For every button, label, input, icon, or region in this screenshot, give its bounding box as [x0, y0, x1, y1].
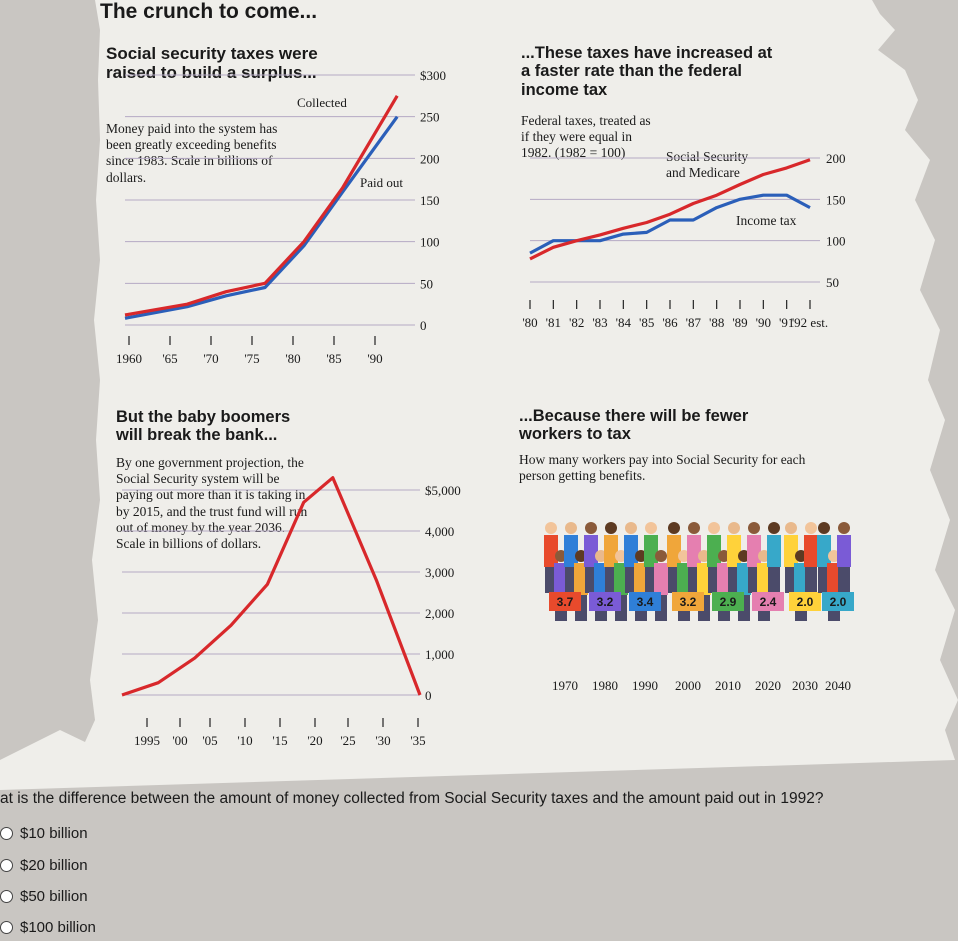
x-tick-label: '80	[522, 315, 538, 330]
workers-value-label: 2.9	[719, 595, 737, 609]
x-tick-label: '65	[162, 351, 178, 366]
y-tick-label: 100	[420, 234, 440, 250]
worker-icon	[768, 567, 780, 593]
x-tick-label: '92 est.	[791, 315, 829, 330]
worker-icon	[654, 563, 668, 595]
radio-button[interactable]	[0, 921, 13, 934]
y-tick-label: 0	[425, 688, 432, 703]
worker-icon	[708, 522, 720, 534]
x-tick-label: '80	[285, 351, 301, 366]
option-20-billion[interactable]	[0, 857, 88, 874]
paid-out-label: Paid out	[360, 175, 403, 190]
worker-icon	[565, 522, 577, 534]
option-label: $10 billion	[20, 825, 88, 842]
year-label: 1990	[632, 678, 658, 693]
y-tick-label: $300	[420, 68, 446, 83]
worker-icon	[544, 535, 558, 567]
x-tick-label: 1960	[116, 351, 142, 366]
year-label: 2010	[715, 678, 741, 693]
panel2-income-label: Income tax	[736, 213, 797, 228]
worker-icon	[818, 522, 830, 534]
y-tick-label: 250	[420, 109, 440, 125]
x-tick-label: '82	[568, 315, 585, 330]
panel2-body: Federal taxes, treated as if they were equal in 1982. (1982 = 100)	[521, 113, 651, 161]
worker-icon	[604, 535, 618, 567]
x-tick-label: 1995	[134, 733, 160, 748]
x-tick-label: '15	[272, 733, 288, 748]
worker-icon	[804, 535, 818, 567]
worker-icon	[688, 522, 700, 534]
panel3-body: By one government projection, the Social Security system will be paying out more than it is taking in by 2015, and the trust fund will run out of money by the year 2036. Scale in billions of dollars.	[116, 455, 308, 551]
year-label: 2020	[755, 678, 781, 693]
option-label: $100 billion	[20, 919, 96, 936]
panel4-body: How many workers pay into Social Security for each person getting benefits.	[519, 452, 806, 484]
radio-button[interactable]	[0, 827, 13, 840]
x-tick-label: '75	[244, 351, 260, 366]
worker-icon	[727, 535, 741, 567]
main-title: The crunch to come...	[100, 0, 318, 23]
x-tick-label: '91	[778, 315, 795, 330]
year-label: 2000	[675, 678, 701, 693]
x-tick-label: '85	[638, 315, 655, 330]
x-tick-label: '88	[708, 315, 725, 330]
collected-label: Collected	[297, 95, 347, 110]
worker-icon	[767, 535, 781, 567]
y-tick-label: 1,000	[425, 647, 455, 662]
y-tick-label: 200	[420, 151, 440, 167]
worker-icon	[644, 535, 658, 567]
year-label: 1980	[592, 678, 618, 693]
workers-value-label: 2.0	[796, 595, 814, 609]
worker-icon	[668, 522, 680, 534]
y-tick-label: 2,000	[425, 606, 455, 621]
x-tick-label: '90	[367, 351, 383, 366]
worker-icon	[768, 522, 780, 534]
worker-icon	[564, 535, 578, 567]
y-tick-label: 200	[826, 151, 846, 166]
y-tick-label: 4,000	[425, 524, 455, 539]
x-tick-label: '81	[545, 315, 562, 330]
worker-icon	[625, 522, 637, 534]
worker-icon	[785, 522, 797, 534]
workers-value-label: 3.4	[636, 595, 654, 609]
x-tick-label: '35	[410, 733, 426, 748]
y-tick-label: 0	[420, 318, 427, 333]
worker-icon	[838, 522, 850, 534]
worker-icon	[748, 522, 760, 534]
x-tick-label: '90	[755, 315, 772, 330]
workers-value-label: 3.2	[596, 595, 614, 609]
question-text: at is the difference between the amount of money collected from Social Security taxes and the amount paid out in 1992?	[0, 790, 824, 807]
option-label: $50 billion	[20, 888, 88, 905]
option-100-billion[interactable]	[0, 919, 96, 936]
worker-icon	[805, 567, 817, 593]
x-tick-label: '25	[340, 733, 356, 748]
x-tick-label: '83	[592, 315, 608, 330]
x-tick-label: '84	[615, 315, 632, 330]
x-tick-label: '20	[307, 733, 323, 748]
x-tick-label: '89	[732, 315, 748, 330]
worker-icon	[805, 522, 817, 534]
y-tick-label: 3,000	[425, 565, 455, 580]
y-tick-label: $5,000	[425, 483, 461, 498]
worker-icon	[784, 535, 798, 567]
x-tick-label: '05	[202, 733, 218, 748]
panel1-body: Money paid into the system has been greatly exceeding benefits since 1983. Scale in billions of dollars.	[106, 121, 278, 185]
worker-icon	[655, 550, 667, 562]
x-tick-label: '86	[662, 315, 678, 330]
y-tick-label: 150	[420, 193, 440, 208]
option-label: $20 billion	[20, 857, 88, 874]
worker-icon	[605, 522, 617, 534]
worker-icon	[667, 535, 681, 567]
worker-icon	[747, 535, 761, 567]
x-tick-label: '30	[375, 733, 391, 748]
x-tick-label: '87	[685, 315, 702, 330]
workers-value-label: 3.2	[679, 595, 697, 609]
radio-button[interactable]	[0, 859, 13, 872]
worker-icon	[624, 535, 638, 567]
worker-icon	[837, 535, 851, 567]
option-50-billion[interactable]	[0, 888, 88, 905]
panel1-heading: Social security taxes were raised to build a surplus...	[106, 44, 318, 83]
x-tick-label: '70	[203, 351, 219, 366]
y-tick-label: 100	[826, 233, 846, 249]
worker-icon	[645, 522, 657, 534]
x-tick-label: '00	[172, 733, 188, 748]
worker-icon	[584, 535, 598, 567]
worker-icon	[838, 567, 850, 593]
worker-icon	[707, 535, 721, 567]
year-label: 2040	[825, 678, 851, 693]
y-tick-label: 50	[420, 276, 433, 292]
year-label: 1970	[552, 678, 578, 693]
x-tick-label: '85	[326, 351, 342, 366]
worker-icon	[545, 522, 557, 534]
x-tick-label: '10	[237, 733, 253, 748]
worker-icon	[687, 535, 701, 567]
option-10-billion[interactable]	[0, 825, 88, 842]
panel4-heading: ...Because there will be fewer workers to tax	[519, 407, 749, 444]
y-tick-label: 150	[826, 192, 846, 208]
radio-button[interactable]	[0, 890, 13, 903]
worker-icon	[585, 522, 597, 534]
workers-value-label: 2.0	[829, 595, 847, 609]
panel2-heading: ...These taxes have increased at a faster rate than the federal income tax	[521, 44, 773, 99]
y-tick-label: 50	[826, 275, 839, 290]
worker-icon	[817, 535, 831, 567]
panel3-heading: But the baby boomers will break the bank...	[116, 408, 291, 445]
year-label: 2030	[792, 678, 818, 693]
panel2-ss-label: Social Security and Medicare	[666, 149, 749, 181]
workers-value-label: 3.7	[556, 595, 574, 609]
workers-value-label: 2.4	[759, 595, 777, 609]
worker-icon	[728, 522, 740, 534]
